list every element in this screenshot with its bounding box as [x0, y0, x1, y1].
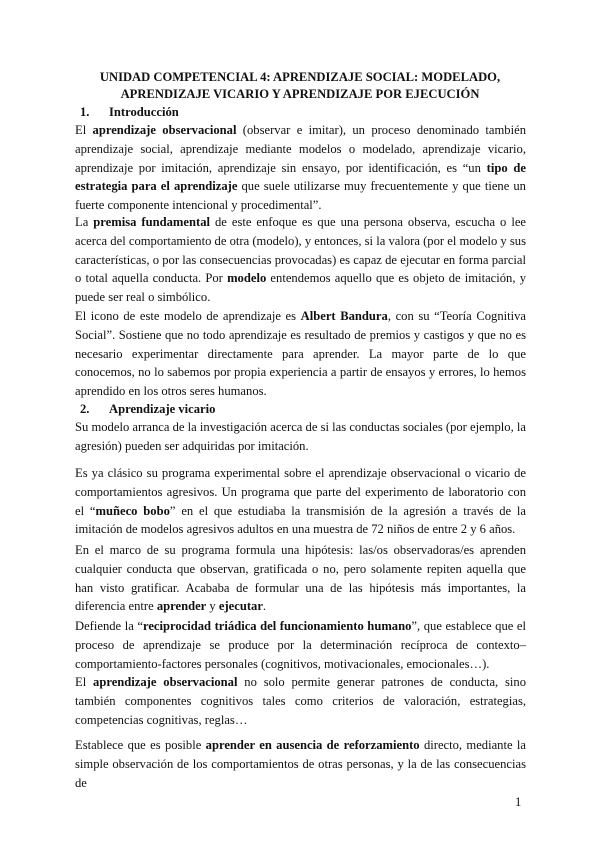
- text-run: Su modelo arranca de la investigación acerca de si las conductas sociales (por ejemplo, la agresión) pueden ser adquiridas por imitación.: [75, 420, 526, 453]
- text-run: de este enfoque es que una persona observa, escucha o lee acerca del comportamiento de otra (modelo), y entonces, si la valora (por el modelo y sus características, o por las consecuencias provocadas) es capaz de ejecutar en forma parcial o total aquella conducta. Por: [75, 215, 527, 286]
- text-run: que suele utilizarse muy frecuentemente y que tiene un fuerte componente intencional y procedimental”.: [75, 179, 526, 213]
- text-run: entendemos aquello que es objeto de imitación, y puede ser real o simbólico.: [75, 271, 526, 305]
- document-title: [75, 69, 525, 103]
- text-run: El: [75, 675, 94, 689]
- bold-term: modelo: [227, 271, 267, 286]
- bold-term: aprender en ausencia de reforzamiento: [205, 738, 420, 752]
- bold-term: reciprocidad triádica del funcionamiento humano: [142, 619, 412, 633]
- text-run: En el marco de su programa formula una hipótesis: las/os observadoras/es aprenden cualquier conducta que observan, gratificada o no, pero solamente repiten aquella que han visto gratificar. Acababa de formular una de las hipótesis más importantes, la diferencia entre: [75, 543, 526, 614]
- bold-term: muñeco bobo: [95, 503, 170, 518]
- section-heading-introduccion: [80, 104, 179, 121]
- bold-term: aprendizaje observacional: [93, 675, 238, 689]
- text-run: , con su “Teoría Cognitiva Social”. Sostiene que no todo aprendizaje es resultado de premios y castigos y que no es necesario experimentar directamente para aprender. La mayor parte de lo que conocemos, no lo sabemos por propia experiencia a partir de ensayos y errores, lo hemos aprendido en los otros seres humanos.: [75, 309, 526, 399]
- paragraph-5: [75, 464, 526, 539]
- bold-term: aprendizaje observacional: [92, 123, 237, 137]
- page-number: 1: [515, 795, 522, 809]
- bold-term: Albert Bandura: [300, 309, 388, 323]
- text-run: directo, mediante la simple observación de los comportamientos de otras personas, y la de las consecuencias de: [75, 738, 526, 790]
- paragraph-9: [75, 736, 526, 792]
- paragraph-3: [75, 307, 526, 401]
- section-heading-aprendizaje-vicario: [80, 401, 215, 418]
- paragraph-7: [75, 617, 526, 673]
- paragraph-6: [75, 541, 526, 616]
- bold-term: tipo de estrategia para el aprendizaje: [75, 160, 526, 194]
- text-run: La: [75, 215, 94, 229]
- bold-term: ejecutar: [218, 599, 263, 614]
- text-run: El icono de este modelo de aprendizaje es: [75, 309, 301, 323]
- text-run: Es ya clásico su programa experimental sobre el aprendizaje observacional o vicario de comportamientos agresivos. Un programa que parte del experimento de laboratorio con el “: [75, 466, 526, 518]
- paragraph-2: [75, 213, 526, 307]
- paragraph-1: [75, 121, 526, 215]
- title-line-2: APRENDIZAJE VICARIO Y APRENDIZAJE POR EJECUCIÓN: [120, 87, 480, 101]
- section-number: 1.: [80, 105, 90, 119]
- text-run: El: [75, 123, 93, 137]
- text-run: Establece que es posible: [75, 738, 206, 752]
- section-title: Introducción: [109, 105, 179, 119]
- text-run: ” en el que estudiaba la transmisión de la agresión a través de la imitación de modelos agresivos adultos en una muestra de 72 niños de entre 2 y 6 años.: [75, 503, 526, 537]
- paragraph-4: [75, 418, 526, 456]
- text-run: no solo permite generar patrones de conducta, sino también componentes cognitivos tales como criterios de valoración, estrategias, competencias cognitivas, reglas…: [75, 675, 527, 727]
- text-run: y: [206, 599, 219, 614]
- text-run: ”, que establece que el proceso de aprendizaje se produce por la determinación recíproca de contexto–comportamiento-factores personales (cognitivos, motivacionales, emocionales…).: [75, 619, 526, 671]
- text-run: (observar e imitar), un proceso denominado también aprendizaje social, aprendizaje mediante modelos o modelado, aprendizaje vicario, aprendizaje por imitación, aprendizaje sin ensayo, por identificación, es “un: [75, 123, 526, 175]
- text-run: .: [262, 599, 267, 614]
- paragraph-8: [75, 673, 526, 729]
- text-run: Defiende la “: [75, 619, 143, 633]
- title-line-1: UNIDAD COMPETENCIAL 4: APRENDIZAJE SOCIAL: MODELADO,: [99, 70, 501, 84]
- section-title: Aprendizaje vicario: [109, 402, 216, 416]
- section-number: 2.: [80, 402, 90, 416]
- bold-term: aprender: [156, 599, 207, 614]
- bold-term: premisa fundamental: [93, 215, 210, 229]
